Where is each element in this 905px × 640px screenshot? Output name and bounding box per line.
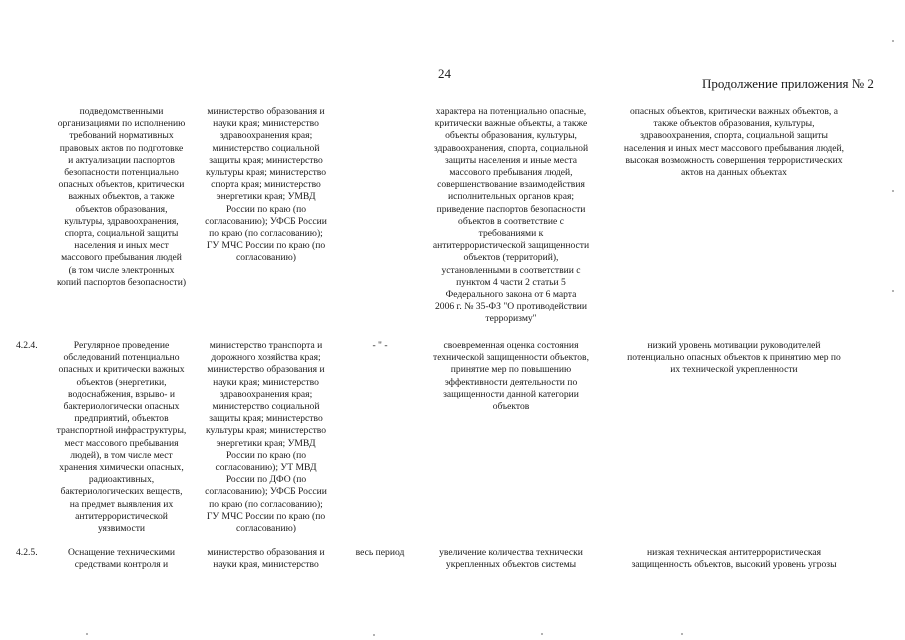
executors-cell: министерство образования и науки края, министерство	[207, 547, 325, 571]
action-cell: Оснащение техническими средствами контроля и	[67, 547, 176, 571]
result-cell: своевременная оценка состояния технической защищенности объектов, принятие мер по повышению эффективности деятельности по защищенности данной категории объектов	[433, 340, 589, 413]
appendix-note: Продолжение приложения № 2	[702, 76, 874, 91]
period-cell: весь период	[355, 547, 405, 558]
executors-cell: министерство образования и науки края; министерство здравоохранения края; министерство социальной защиты края; министерство культуры края; министерство спорта края; министерство энергетики края; УМВД России по краю (по согласованию); УФСБ России по краю (по согласованию); ГУ МЧС России по краю (по согласованию)	[205, 106, 327, 264]
risk-cell: опасных объектов, критически важных объектов, а также объектов образования, культуры, здравоохранения, спорта, социальной защиты населения и иных мест массового пребывания людей, высокая возможность совершения террористических актов на данных объектах	[623, 106, 845, 179]
result-cell: характера на потенциально опасные, критически важные объекты, а также объекты образования, культуры, здравоохранения, спорта, социальной защиты населения и иные места массового пребывания людей, совершенствование взаимодействия исполнительных органов края; приведение паспортов безопасности объектов в соответствие с требованиями к антитеррористической защищенности объектов (территорий), установленными в соответствии с пунктом 4 части 2 статьи 5 Федерального закона от 6 марта 2006 г. № 35-ФЗ "О противодействии терроризму"	[432, 106, 590, 325]
action-cell: Регулярное проведение обследований потенциально опасных и критически важных объектов (энергетики, водоснабжения, взрыво- и бактериологически опасных предприятий, объектов транспортной инфраструктуры, мест массового пребывания людей), в том числе мест хранения химически опасных, радиоактивных, бактериологических веществ, на предмет выявления их антитеррористической уязвимости	[56, 340, 187, 535]
period-cell: - " -	[372, 340, 388, 351]
row-number: 4.2.4.	[16, 340, 38, 351]
executors-cell: министерство транспорта и дорожного хозяйства края; министерство образования и науки края; министерство здравоохранения края; министерство социальной защиты края; министерство культуры края; министерство энергетики края; УМВД России по краю (по согласованию); УТ МВД России по ДФО (по согласованию); УФСБ России по краю (по согласованию); ГУ МЧС России по краю (по согласованию)	[205, 340, 327, 535]
action-cell: подведомственными организациями по исполнению требований нормативных правовых актов по подготовке и актуализации паспортов безопасности потенциально опасных объектов, критически важных объектов, а также объектов образования, культуры, здравоохранения, спорта, социальной защиты населения и иных мест массового пребывания людей (в том числе электронных копий паспортов безопасности)	[56, 106, 187, 288]
row-number: 4.2.5.	[16, 547, 38, 558]
risk-cell: низкий уровень мотивации руководителей потенциально опасных объектов к принятию мер по их технической укрепленности	[627, 340, 841, 376]
page-number: 24	[438, 66, 451, 81]
result-cell: увеличение количества технически укрепленных объектов системы	[439, 547, 583, 571]
risk-cell: низкая техническая антитеррористическая защищенность объектов, высокий уровень угрозы	[631, 547, 837, 571]
